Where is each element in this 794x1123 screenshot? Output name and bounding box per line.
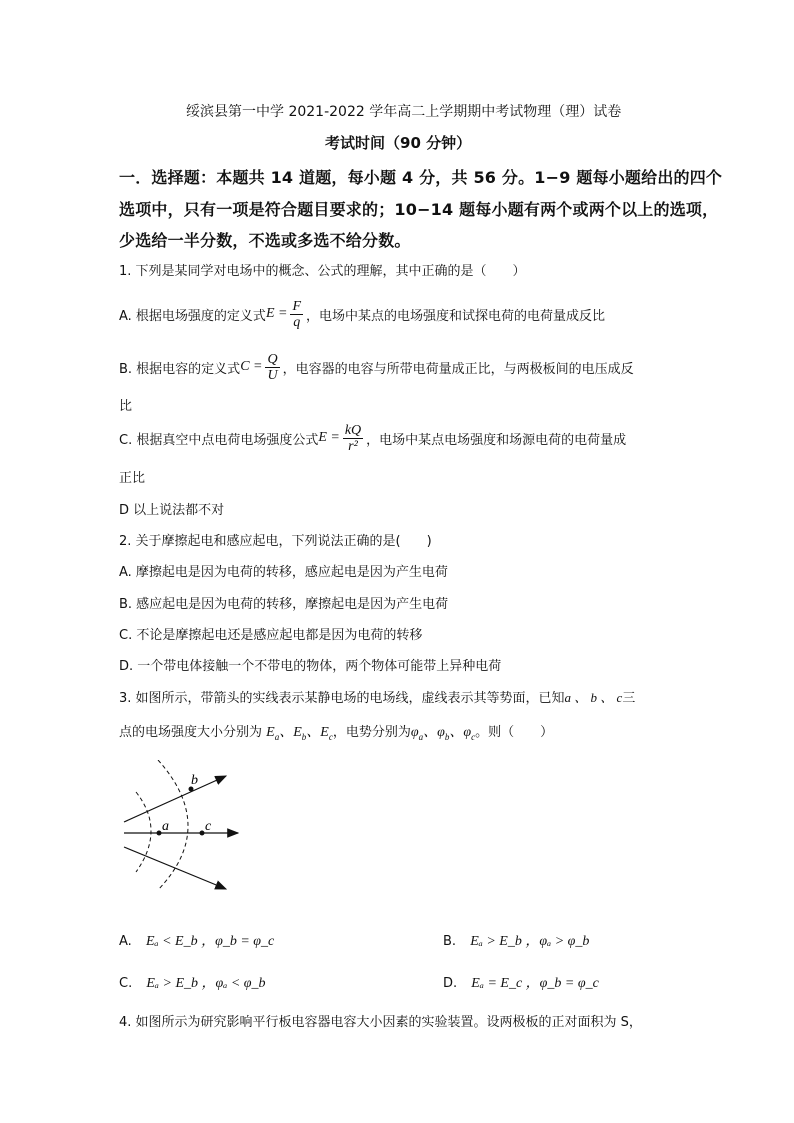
q3-option-b-text: Eₐ > E_b ，φₐ > φ_b bbox=[470, 934, 590, 949]
q3-option-d-label: D. bbox=[443, 976, 458, 991]
q3-option-a-label: A. bbox=[119, 934, 132, 949]
q3-option-b-label: B. bbox=[443, 934, 457, 949]
q1-option-c bbox=[119, 420, 626, 456]
equipotential-inner bbox=[136, 792, 151, 872]
q1-b-den: U bbox=[267, 367, 278, 383]
q1-option-a bbox=[119, 296, 605, 332]
point-a bbox=[157, 831, 162, 836]
q3-option-d-text: Eₐ = E_c ，φ_b = φ_c bbox=[471, 976, 599, 991]
q3-field-symbols: $E_a$、$E_b$、$E_c$ bbox=[266, 725, 333, 742]
q1-a-fraction bbox=[290, 299, 303, 330]
q3-line2 bbox=[119, 721, 553, 742]
q1-c-num: kQ bbox=[344, 422, 362, 438]
q2-option-a: A. 摩擦起电是因为电荷的转移，感应起电是因为产生电荷 bbox=[119, 565, 448, 580]
q2-stem: 2. 关于摩擦起电和感应起电，下列说法正确的是( ) bbox=[119, 534, 432, 549]
q3-option-b bbox=[443, 930, 589, 950]
field-line-bottom bbox=[124, 847, 226, 889]
q1-b-pre: B. 根据电容的定义式 bbox=[119, 361, 241, 377]
q3-line1-pre: 3. 如图所示，带箭头的实线表示某静电场的电场线，虚线表示其等势面，已知 bbox=[119, 691, 565, 706]
q1-a-num: F bbox=[292, 298, 301, 314]
label-c: c bbox=[205, 819, 212, 834]
q3-option-c-text: Eₐ > E_b ，φₐ < φ_b bbox=[146, 976, 266, 991]
q3-option-c-label: C. bbox=[119, 976, 133, 991]
q3-points: a 、 b 、 c bbox=[564, 690, 623, 705]
q3-option-d bbox=[443, 972, 599, 992]
point-c bbox=[200, 831, 205, 836]
q3-option-c bbox=[119, 972, 266, 992]
q2-option-d: D. 一个带电体接触一个不带电的物体，两个物体可能带上异种电荷 bbox=[119, 659, 502, 674]
section-instructions-line1: 一．选择题：本题共 14 道题，每小题 4 分，共 56 分。1−9 题每小题给出的四个 bbox=[119, 168, 723, 187]
section-instructions-line3: 少选给一半分数，不选或多选不给分数。 bbox=[119, 231, 411, 250]
q3-line1 bbox=[119, 687, 635, 706]
q2-option-b: B. 感应起电是因为电荷的转移，摩擦起电是因为产生电荷 bbox=[119, 597, 449, 612]
q1-c-den: r² bbox=[348, 438, 358, 454]
q1-b-lhs: C = bbox=[240, 359, 263, 374]
q1-a-den: q bbox=[293, 314, 301, 330]
section-instructions-line2: 选项中，只有一项是符合题目要求的；10−14 题每小题有两个或两个以上的选项， bbox=[119, 200, 719, 219]
q3-line1-post: 三 bbox=[622, 691, 636, 706]
q3-line2-mid: ，电势分别为 bbox=[332, 725, 411, 740]
q3-line2-pre: 点的电场强度大小分别为 bbox=[119, 725, 263, 740]
q1-option-b bbox=[119, 349, 634, 385]
q3-option-a bbox=[119, 930, 274, 950]
q1-c-post: ，电场中某点电场强度和场源电荷的电荷量成 bbox=[366, 432, 627, 448]
exam-title: 绥滨县第一中学 2021-2022 学年高二上学期期中考试物理（理）试卷 bbox=[186, 104, 622, 120]
q1-c-fraction bbox=[343, 423, 363, 454]
exam-time: 考试时间（90 分钟） bbox=[325, 134, 472, 152]
q1-c-lhs: E = bbox=[318, 430, 340, 445]
q3-line2-post: 。则（ ） bbox=[475, 725, 554, 740]
q1-c-pre: C. 根据真空中点电荷电场强度公式 bbox=[119, 432, 319, 448]
q1-b-continued: 比 bbox=[119, 399, 133, 414]
q3-field-diagram bbox=[118, 760, 248, 895]
q1-c-continued: 正比 bbox=[119, 471, 146, 486]
q1-b-num: Q bbox=[267, 351, 278, 367]
q1-b-post: ，电容器的电容与所带电荷量成正比，与两极板间的电压成反 bbox=[282, 361, 634, 377]
q1-a-pre: A. 根据电场强度的定义式 bbox=[119, 308, 266, 324]
q3-option-a-text: Eₐ < E_b ，φ_b = φ_c bbox=[145, 934, 275, 949]
q2-option-c: C. 不论是摩擦起电还是感应起电都是因为电荷的转移 bbox=[119, 628, 423, 643]
q1-a-post: ，电场中某点的电场强度和试探电荷的电荷量成反比 bbox=[306, 308, 606, 324]
q4-stem: 4. 如图所示为研究影响平行板电容器电容大小因素的实验装置。设两极板的正对面积为 S， bbox=[119, 1015, 642, 1030]
q1-option-d: D 以上说法都不对 bbox=[119, 503, 225, 518]
q3-potential-symbols: $\varphi_a$、$\varphi_b$、$\varphi_c$ bbox=[410, 725, 476, 742]
q1-b-fraction bbox=[265, 352, 279, 383]
q1-stem: 1. 下列是某同学对电场中的概念、公式的理解，其中正确的是（ ） bbox=[119, 264, 526, 279]
q1-a-lhs: E = bbox=[265, 306, 288, 321]
label-a: a bbox=[162, 819, 169, 834]
label-b: b bbox=[191, 773, 198, 788]
